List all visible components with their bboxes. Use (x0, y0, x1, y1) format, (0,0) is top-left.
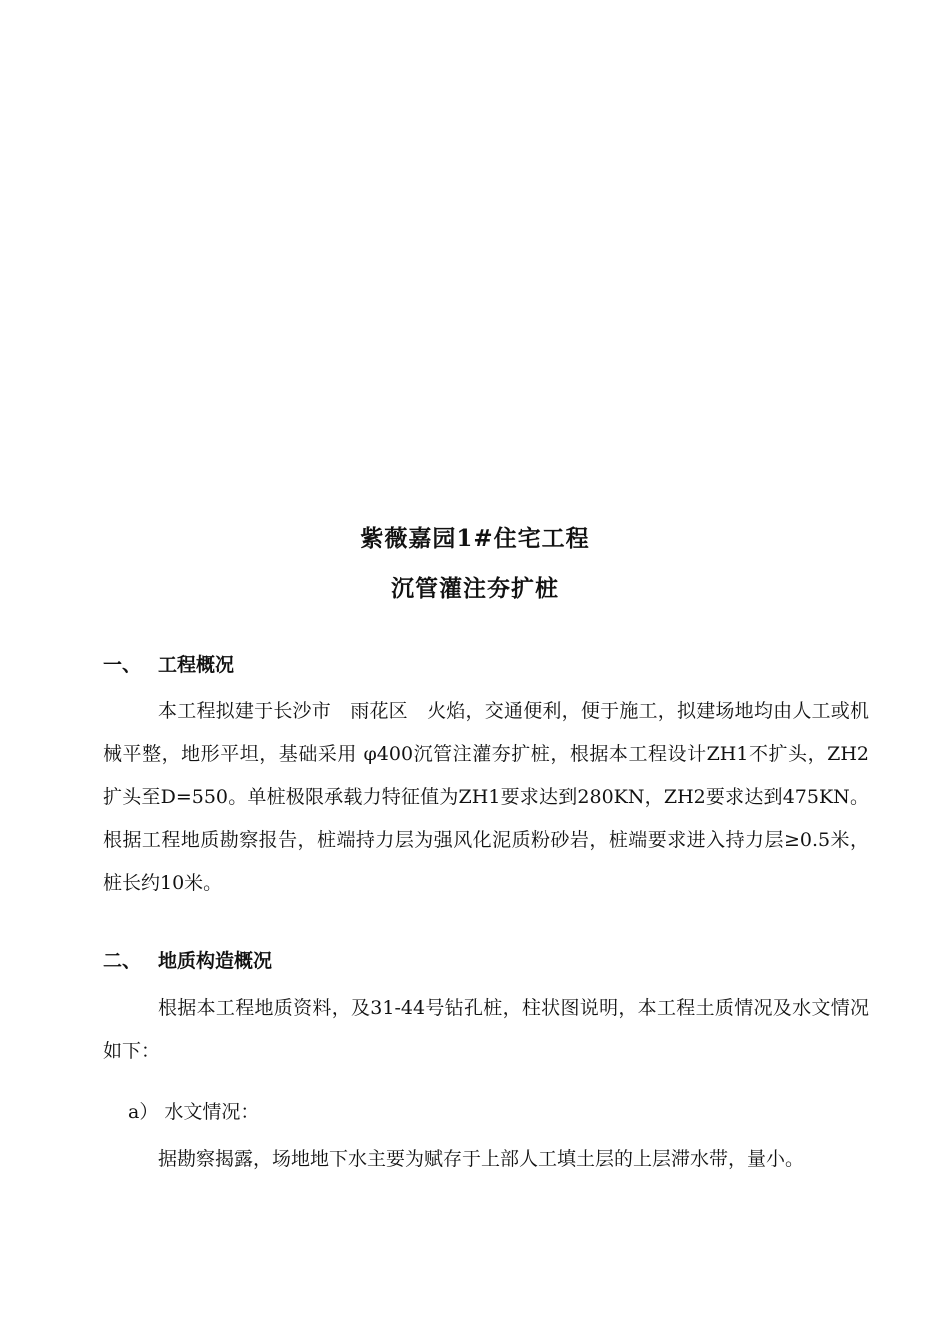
section-2-paragraph: 根据本工程地质资料，及31-44号钻孔桩，柱状图说明，本工程土质情况及水文情况如下： (103, 997, 869, 1062)
section-1-number: 一、 (103, 654, 142, 676)
subsection-a-label: a） (128, 1101, 159, 1123)
section-2-number: 二、 (103, 950, 142, 972)
section-1-paragraph: 本工程拟建于长沙市 雨花区 火焰，交通便利，便于施工，拟建场地均由人工或机械平整，地形平坦，基础采用 φ400沉管注灌夯扩桩，根据本工程设计ZH1不扩头，ZH2扩头至D=550。单桩极限承载力特征值为ZH1要求达到280KN，ZH2要求达到475KN。根据工程地质勘察报告，桩端持力层为强风化泥质粉砂岩，桩端要求进入持力层≥0.5米，桩长约10米。 (103, 700, 869, 894)
document-title: 紫薇嘉园1#住宅工程 (360, 525, 590, 552)
section-2-title: 地质构造概况 (158, 950, 273, 972)
subsection-a-paragraph: 据勘察揭露，场地地下水主要为赋存于上部人工填土层的上层滞水带，量小。 (158, 1148, 805, 1170)
subsection-a-heading (128, 1097, 259, 1124)
subsection-a-title: 水文情况： (164, 1101, 260, 1123)
section-2-heading (103, 946, 272, 973)
section-1-heading (103, 650, 234, 677)
section-1-title: 工程概况 (158, 654, 235, 676)
document-subtitle: 沉管灌注夯扩桩 (391, 575, 559, 602)
